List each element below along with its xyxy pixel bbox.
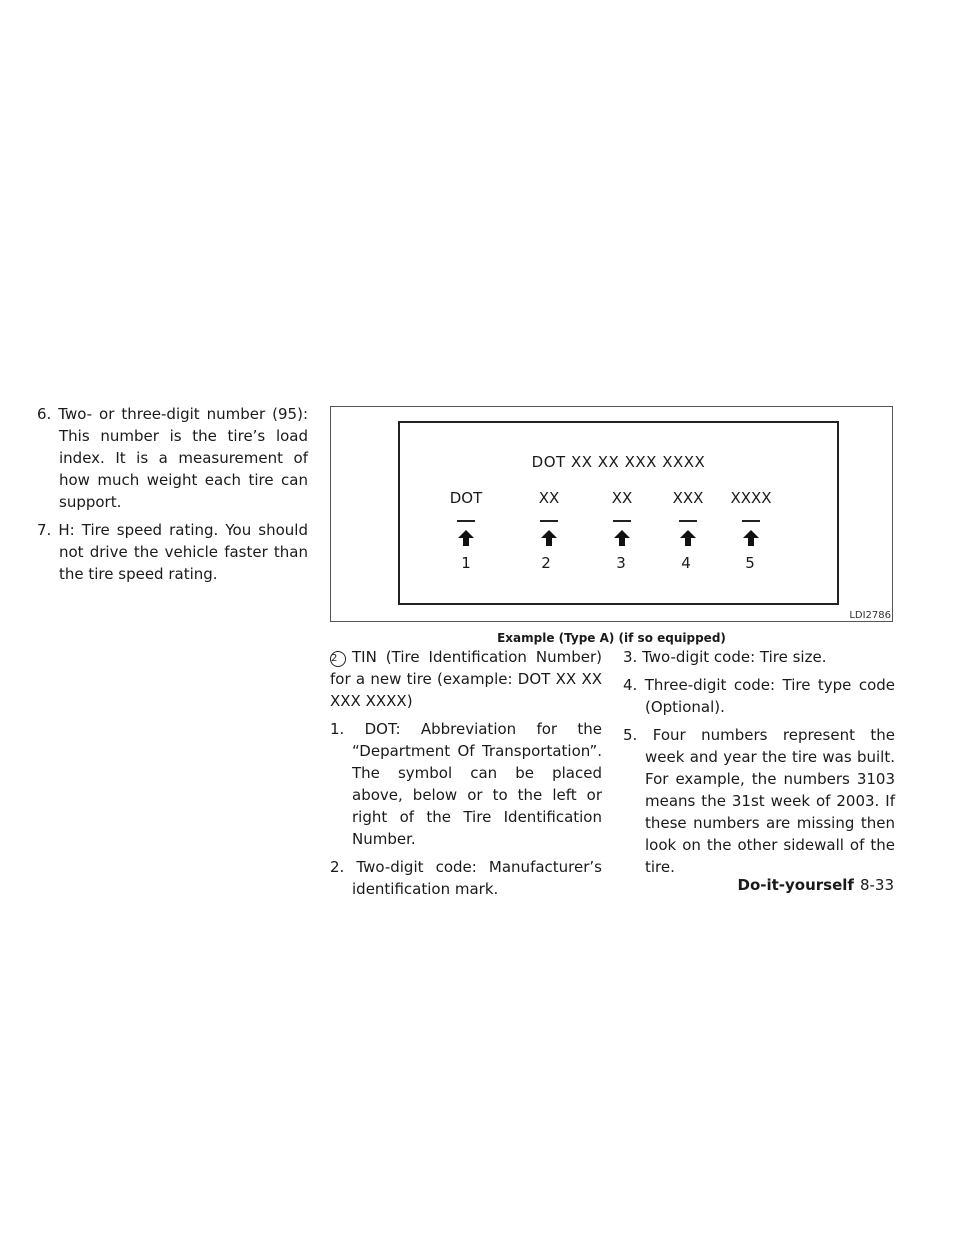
- tin-part-label: XXX: [672, 489, 704, 507]
- list-item-2: 2. Two-digit code: Manufacturer’s identification mark.: [330, 858, 602, 898]
- tin-example-code: DOT XX XX XXX XXXX: [531, 453, 706, 471]
- page-number: 8-33: [859, 876, 894, 894]
- section-title: Do-it-yourself: [737, 876, 854, 894]
- tin-part-label: XXXX: [730, 489, 772, 507]
- tin-intro-paragraph: [330, 646, 602, 712]
- list-item-5: 5. Four numbers represent the week and year the tire was built. For example, the numbers 3103 means the 31st week of 2003. If these numbers are missing then look on the other sidewall of the tire.: [623, 726, 895, 876]
- up-arrow-icon: [457, 529, 475, 547]
- up-arrow-icon: [679, 529, 697, 547]
- underline-bar: [742, 520, 760, 522]
- tin-part-number: 5: [745, 554, 755, 572]
- tin-part-number: 2: [541, 554, 551, 572]
- underline-bar: [613, 520, 631, 522]
- callout-marker-2: 2: [330, 651, 346, 667]
- tin-part-label: XX: [538, 489, 560, 507]
- underline-bar: [457, 520, 475, 522]
- underline-bar: [540, 520, 558, 522]
- list-item-7: 7. H: Tire speed rating. You should not drive the vehicle faster than the tire speed rating.: [37, 521, 308, 583]
- list-item-4: 4. Three-digit code: Tire type code (Optional).: [623, 676, 895, 716]
- tin-part-number: 3: [616, 554, 626, 572]
- tin-part-label: DOT: [449, 489, 483, 507]
- tin-part-number: 1: [461, 554, 471, 572]
- figure-caption: Example (Type A) (if so equipped): [497, 631, 726, 645]
- list-item-1: 1. DOT: Abbreviation for the “Department Of Transportation”. The symbol can be placed above, below or to the left or right of the Tire Identification Number.: [330, 720, 602, 848]
- left-column: [37, 403, 308, 585]
- up-arrow-icon: [613, 529, 631, 547]
- page-footer: [738, 876, 895, 894]
- right-column: [623, 646, 895, 878]
- tin-part-label: XX: [611, 489, 633, 507]
- underline-bar: [679, 520, 697, 522]
- tin-diagram: [398, 421, 839, 605]
- up-arrow-icon: [742, 529, 760, 547]
- tin-part-number: 4: [681, 554, 691, 572]
- figure-id: LDI2786: [849, 610, 891, 621]
- list-item-6: 6. Two- or three-digit number (95): This number is the tire’s load index. It is a measurement of how much weight each tire can support.: [37, 405, 308, 511]
- tin-intro-text: TIN (Tire Identification Number) for a new tire (example: DOT XX XX XXX XXXX): [330, 648, 602, 710]
- middle-column: [330, 646, 602, 900]
- tin-figure: [330, 406, 893, 622]
- up-arrow-icon: [540, 529, 558, 547]
- list-item-3: 3. Two-digit code: Tire size.: [623, 648, 827, 666]
